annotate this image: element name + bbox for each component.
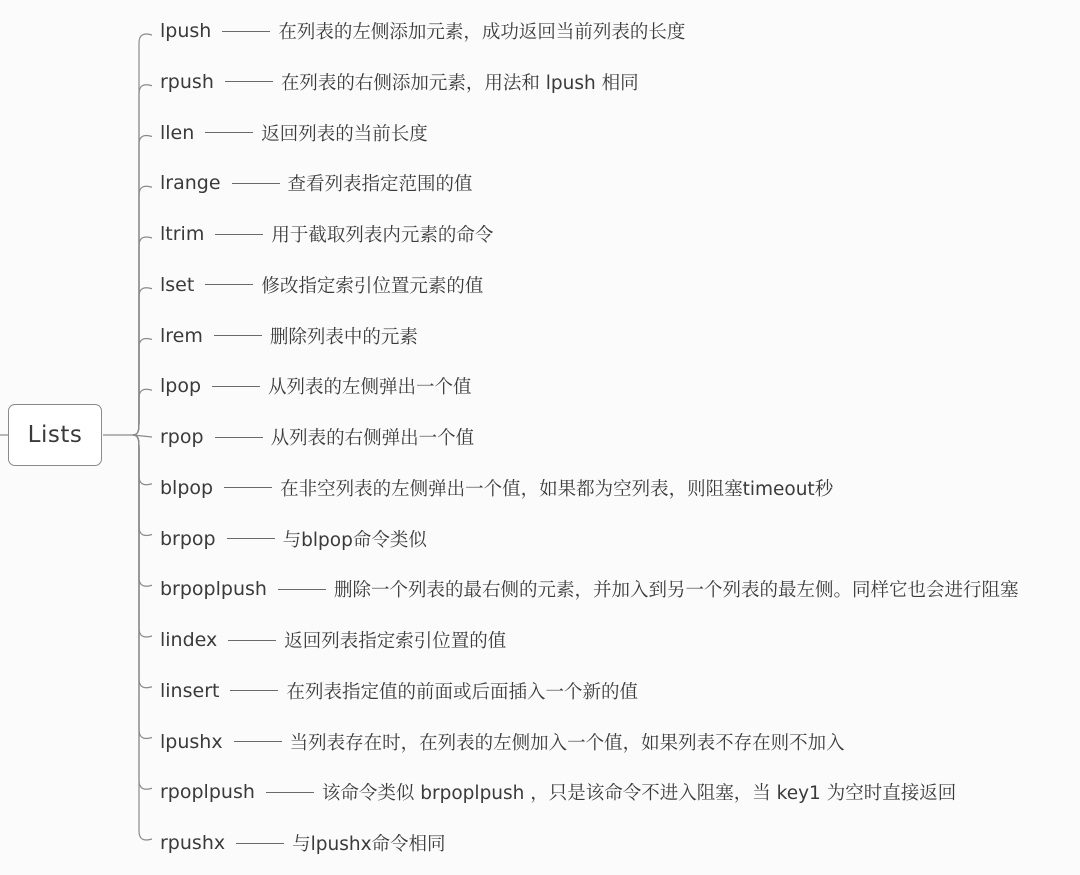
command-name: brpop <box>160 527 216 550</box>
branch-connector <box>133 34 152 435</box>
branch-connector <box>133 85 152 435</box>
branch-connector <box>133 186 152 435</box>
command-name: brpoplpush <box>160 578 267 601</box>
dash-separator <box>205 132 253 133</box>
branch-lindex[interactable] <box>160 625 506 655</box>
dash-separator <box>227 538 275 539</box>
branch-connector <box>133 435 152 637</box>
branch-ltrim[interactable] <box>160 219 493 249</box>
command-description: 与blpop命令类似 <box>282 529 427 551</box>
command-description: 在非空列表的左侧弹出一个值，如果都为空列表，则阻塞timeout秒 <box>280 478 834 500</box>
command-description: 在列表指定值的前面或后面插入一个新的值 <box>286 681 638 703</box>
command-name: lpop <box>160 375 202 398</box>
command-description: 用于截取列表内元素的命令 <box>271 225 494 246</box>
command-name: rpop <box>160 426 204 448</box>
branch-connector <box>133 435 152 485</box>
command-name: lindex <box>160 629 218 651</box>
branch-connector <box>133 435 152 840</box>
command-name: blpop <box>160 476 214 499</box>
dash-separator <box>228 640 276 641</box>
branch-connector <box>133 435 152 536</box>
command-description: 删除列表中的元素 <box>269 326 418 348</box>
dash-separator <box>230 690 278 691</box>
dash-separator <box>222 31 270 32</box>
command-description: 从列表的左侧弹出一个值 <box>268 377 472 399</box>
branch-rpoplpush[interactable] <box>160 777 956 807</box>
command-name: rpushx <box>160 832 226 854</box>
branch-rpush[interactable] <box>160 67 639 97</box>
branch-brpoplpush[interactable] <box>160 574 1018 604</box>
command-description: 查看列表指定范围的值 <box>287 174 473 196</box>
dash-separator <box>214 335 262 336</box>
branch-connector <box>133 435 152 739</box>
command-description: 与lpushx命令相同 <box>292 834 446 855</box>
branch-connector <box>133 435 152 789</box>
branch-rpushx[interactable] <box>160 828 446 858</box>
command-name: lrem <box>160 324 203 347</box>
command-description: 该命令类似 brpoplpush ，只是该命令不进入阻塞，当 key1 为空时直接返回 <box>321 783 957 805</box>
command-name: linsert <box>160 679 220 702</box>
dash-separator <box>266 792 314 793</box>
branch-lrem[interactable] <box>160 321 418 351</box>
command-description: 删除一个列表的最右侧的元素，并加入到另一个列表的最左侧。同样它也会进行阻塞 <box>333 580 1019 602</box>
command-name: lpushx <box>160 730 223 753</box>
dash-separator <box>215 437 263 438</box>
branch-connector <box>133 389 152 435</box>
command-description: 从列表的右侧弹出一个值 <box>270 428 475 449</box>
dash-separator <box>234 741 282 742</box>
command-description: 修改指定索引位置元素的值 <box>261 275 484 297</box>
root-node-label: Lists <box>27 422 83 448</box>
root-node-lists[interactable] <box>8 404 102 466</box>
dash-separator <box>278 589 326 590</box>
command-description: 当列表存在时，在列表的左侧加入一个值，如果列表不存在则不加入 <box>289 732 845 754</box>
branch-connector <box>133 339 152 436</box>
dash-separator <box>232 183 280 184</box>
dash-separator <box>215 234 263 235</box>
command-name: llen <box>160 121 195 144</box>
command-name: lset <box>160 273 195 296</box>
dash-separator <box>212 386 260 387</box>
command-name: rpush <box>160 70 214 93</box>
branch-blpop[interactable] <box>160 473 833 503</box>
branch-llen[interactable] <box>160 118 428 148</box>
command-name: rpoplpush <box>160 781 255 804</box>
branch-brpop[interactable] <box>160 524 427 554</box>
dash-separator <box>225 81 273 82</box>
command-name: ltrim <box>160 223 205 245</box>
dash-separator <box>224 487 272 488</box>
branch-lpushx[interactable] <box>160 727 845 757</box>
branch-lpush[interactable] <box>160 16 685 46</box>
command-description: 在列表的右侧添加元素，用法和 lpush 相同 <box>280 72 639 94</box>
branch-connector <box>133 435 152 688</box>
branch-connector <box>133 237 152 435</box>
command-description: 返回列表指定索引位置的值 <box>284 631 507 652</box>
command-name: lpush <box>160 20 212 42</box>
branch-lpop[interactable] <box>160 371 472 401</box>
branch-linsert[interactable] <box>160 676 638 706</box>
branch-rpop[interactable] <box>160 422 474 452</box>
branch-connector <box>133 288 152 435</box>
command-description: 在列表的左侧添加元素，成功返回当前列表的长度 <box>278 22 686 43</box>
branch-lrange[interactable] <box>160 168 473 198</box>
branch-connector <box>133 435 152 586</box>
command-description: 返回列表的当前长度 <box>261 123 428 145</box>
command-name: lrange <box>160 172 221 195</box>
branch-lset[interactable] <box>160 270 483 300</box>
dash-separator <box>205 284 253 285</box>
dash-separator <box>236 843 284 844</box>
